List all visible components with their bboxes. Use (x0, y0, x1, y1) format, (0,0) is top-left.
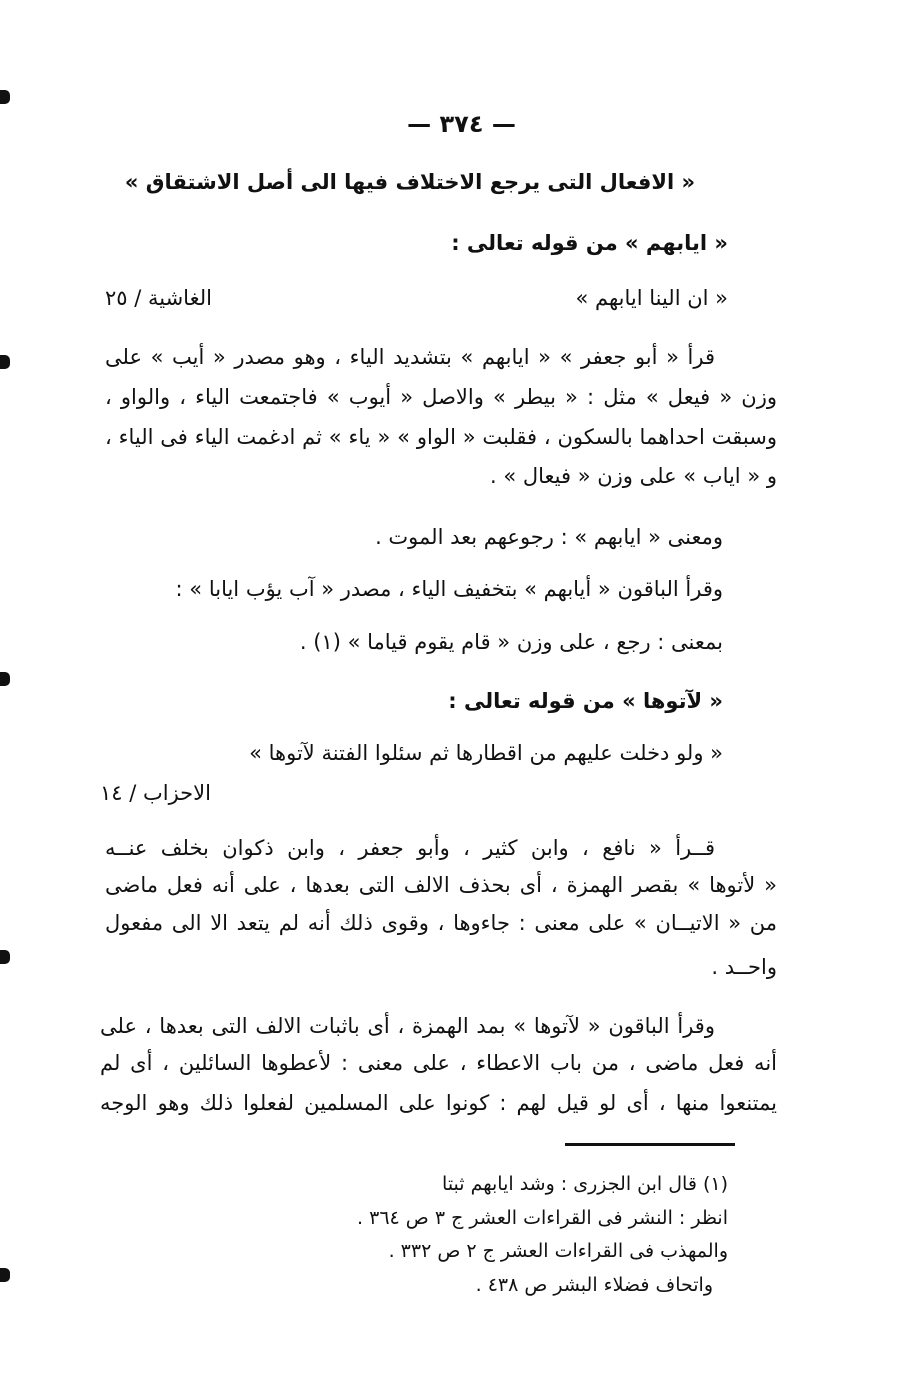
footnote-line: والمهذب فى القراءات العشر ج ٢ ص ٣٣٢ . (388, 1240, 728, 1262)
footnote-line: انظر : النشر فى القراءات العشر ج ٣ ص ٣٦٤ . (357, 1207, 728, 1229)
section2-intro: « لآتوها » من قوله تعالى : (448, 689, 723, 713)
section1-para1-line: وزن « فيعل » مثل : « بيطر » والاصل « أيوب » فاجتمعت الياء ، والواو ، (105, 385, 777, 409)
section2-verse: « ولو دخلت عليهم من اقطارها ثم سئلوا الفتنة لآتوها » (249, 741, 723, 765)
footnote-line: واتحاف فضلاء البشر ص ٤٣٨ . (475, 1274, 713, 1296)
section2-reference: الاحزاب / ١٤ (100, 781, 211, 805)
binding-mark (0, 950, 10, 964)
section2-para1-line: واحــد . (711, 955, 777, 979)
binding-mark (0, 355, 10, 369)
section2-para1-line: من « الاتيــان » على معنى : جاءوها ، وقوى ذلك أنه لم يتعد الا الى مفعول (105, 911, 777, 935)
section2-para2-line: يمتنعوا منها ، أى لو قيل لهم : كونوا على المسلمين لفعلوا ذلك وهو الوجه (100, 1091, 777, 1115)
section1-para1-line: وسبقت احداهما بالسكون ، فقلبت « الواو » « ياء » ثم ادغمت الياء فى الياء ، (105, 425, 777, 449)
binding-mark (0, 672, 10, 686)
page-number: — ٣٧٤ — (407, 110, 516, 138)
section1-para2-line: بمعنى : رجع ، على وزن « قام يقوم قياما » (١) . (299, 630, 723, 654)
section2-para1-line: « لأتوها » بقصر الهمزة ، أى بحذف الالف التى بعدها ، على أنه فعل ماضى (105, 873, 777, 897)
section1-para1-line: قرأ « أبو جعفر » « ايابهم » بتشديد الياء ، وهو مصدر « أيب » على (105, 345, 715, 369)
section1-verse: « ان الينا ايابهم » (575, 286, 728, 310)
footnote-line: (١) قال ابن الجزرى : وشد ايابهم ثبتا (442, 1173, 728, 1195)
section-title: « الافعال التى يرجع الاختلاف فيها الى أصل الاشتقاق » (124, 170, 696, 194)
section1-para1-line: و « اياب » على وزن « فيعال » . (490, 464, 777, 488)
section1-intro: « ايابهم » من قوله تعالى : (451, 231, 728, 255)
section2-para1-line: قــرأ « نافع ، وابن كثير ، وأبو جعفر ، وابن ذكوان بخلف عنــه (105, 836, 715, 860)
section1-para2-line: وقرأ الباقون « أيابهم » بتخفيف الياء ، مصدر « آب يؤب ايابا » : (175, 577, 723, 601)
binding-mark (0, 1268, 10, 1282)
section2-para2-line: أنه فعل ماضى ، من باب الاعطاء ، على معنى : لأعطوها السائلين ، أى لم (100, 1051, 777, 1075)
footnote-separator (565, 1143, 735, 1146)
binding-mark (0, 90, 10, 104)
section2-para2-line: وقرأ الباقون « لآتوها » بمد الهمزة ، أى باثبات الالف التى بعدها ، على (100, 1014, 715, 1038)
section1-reference: الغاشية / ٢٥ (105, 286, 212, 310)
section1-meaning: ومعنى « ايابهم » : رجوعهم بعد الموت . (375, 525, 723, 549)
